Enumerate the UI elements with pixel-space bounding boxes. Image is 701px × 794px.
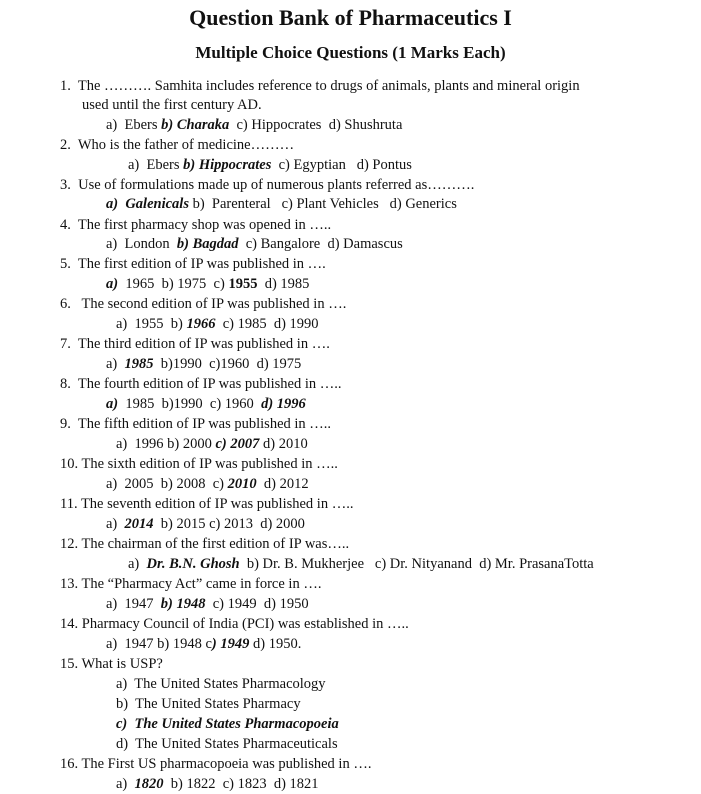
line-text: a) [116,776,135,792]
answer-options-line [106,474,309,494]
question-line [60,215,331,235]
correct-answer-text: c) 2007 [215,436,260,452]
answer-options-line [106,354,301,374]
line-text: 3. Use of formulations made up of numerous plants referred as………. [60,177,475,193]
line-text: d) 1950. [249,636,302,652]
line-text: b) Dr. B. Mukherjee c) Dr. Nityanand d) Mr. PrasanaTotta [239,556,594,572]
correct-answer-text: c) The United States Pharmacopoeia [116,716,339,732]
line-text: d) 1985 [257,276,310,292]
question-line [60,654,163,674]
page-title: Question Bank of Pharmaceutics I [189,5,512,30]
question-line [60,534,349,554]
correct-answer-text: 1820 [134,776,164,792]
line-text: b) 1822 c) 1823 d) 1821 [163,776,319,792]
question-line [60,574,321,594]
correct-answer-text: a) [106,396,119,412]
answer-options-line [128,554,594,574]
line-text: c) Hippocrates d) Shushruta [229,117,403,133]
line-text: 15. What is USP? [60,656,163,672]
line-text: 1. The ………. Samhita includes reference to drugs of animals, plants and mineral origin [60,78,580,94]
answer-options-line [116,734,338,754]
line-text: 4. The first pharmacy shop was opened in ….. [60,217,332,233]
line-text: c) 1949 d) 1950 [205,596,309,612]
line-text: 12. The chairman of the first edition of IP was….. [60,536,350,552]
correct-answer-text: 2014 [124,516,154,532]
line-text: a) [128,556,147,572]
line-text: b)1990 c)1960 d) 1975 [153,356,302,372]
line-text: c) Egyptian d) Pontus [271,157,412,173]
line-text: b) Parenteral c) Plant Vehicles d) Generics [188,196,457,212]
correct-answer-text: b) Bagdad [176,236,239,252]
line-text: a) 2005 b) 2008 c) [106,476,228,492]
answer-options-line [106,115,402,135]
question-line [60,175,474,195]
question-line [60,294,346,314]
question-line [60,454,338,474]
line-text: b) The United States Pharmacy [116,696,301,712]
question-line [60,334,330,354]
correct-answer-text: 1966 [186,316,216,332]
question-line [82,95,262,115]
line-text: a) [106,356,125,372]
answer-options-line [116,714,339,734]
line-text: 8. The fourth edition of IP was published in ….. [60,376,342,392]
answer-options-line [116,434,308,454]
line-text: a) Ebers [106,117,162,133]
correct-answer-text: a) Galenicals [106,196,189,212]
correct-answer-text: 2010 [227,476,257,492]
line-text: c) Bangalore d) Damascus [238,236,403,252]
correct-answer-text: ) 1949 [211,636,250,652]
question-line [60,135,294,155]
answer-options-line [106,394,306,414]
answer-options-line [106,194,457,214]
line-text: 14. Pharmacy Council of India (PCI) was established in ….. [60,616,409,632]
line-text: b) 2015 c) 2013 d) 2000 [153,516,305,532]
line-text: 10. The sixth edition of IP was published in ….. [60,456,338,472]
answer-options-line [116,694,301,714]
line-text: 9. The fifth edition of IP was published in ….. [60,416,332,432]
answer-options-line [116,774,319,794]
line-text: a) The United States Pharmacology [116,676,326,692]
line-text: a) Ebers [128,157,184,173]
correct-answer-text: Dr. B.N. Ghosh [146,556,240,572]
question-line [60,76,580,96]
question-line [60,494,353,514]
correct-answer-text: b) Hippocrates [183,157,272,173]
line-text: d) The United States Pharmaceuticals [116,736,338,752]
line-text: 2. Who is the father of medicine……… [60,137,295,153]
answer-options-line [116,314,319,334]
answer-options-line [116,674,326,694]
line-text: d) 2012 [256,476,309,492]
question-line [60,374,342,394]
correct-answer-text: d) 1996 [261,396,306,412]
correct-answer-text: b) 1948 [160,596,206,612]
line-text: d) 2010 [259,436,308,452]
line-text: 16. The First US pharmacopoeia was published in …. [60,756,372,772]
line-text: a) [106,516,125,532]
line-text: c) 1985 d) 1990 [215,316,319,332]
question-line [60,414,331,434]
line-text: a) 1955 b) [116,316,187,332]
line-text: a) London [106,236,177,252]
answer-options-line [106,634,301,654]
answer-options-line [106,274,309,294]
answer-options-line [106,234,403,254]
line-text: a) 1996 b) 2000 [116,436,216,452]
correct-answer-text: 1985 [124,356,154,372]
line-text: 1985 b)1990 c) 1960 [118,396,262,412]
answer-options-line [106,594,309,614]
question-line [60,614,409,634]
answer-options-line [106,514,305,534]
line-text: 1965 b) 1975 c) [118,276,229,292]
line-text: 5. The first edition of IP was published in …. [60,256,326,272]
line-text: used until the first century AD. [82,97,262,113]
correct-answer-text: a) [106,276,119,292]
line-text: 13. The “Pharmacy Act” came in force in …. [60,576,322,592]
line-text: 7. The third edition of IP was published in …. [60,336,330,352]
page-subtitle: Multiple Choice Questions (1 Marks Each) [195,43,506,62]
line-text: a) 1947 [106,596,161,612]
line-text: a) 1947 b) 1948 c [106,636,212,652]
line-text: 11. The seventh edition of IP was published in ….. [60,496,354,512]
line-text: 6. The second edition of IP was published in …. [60,296,347,312]
answer-options-line [128,155,412,175]
correct-answer-text: 1955 [228,276,258,292]
question-line [60,254,326,274]
question-line [60,754,371,774]
correct-answer-text: b) Charaka [161,117,230,133]
